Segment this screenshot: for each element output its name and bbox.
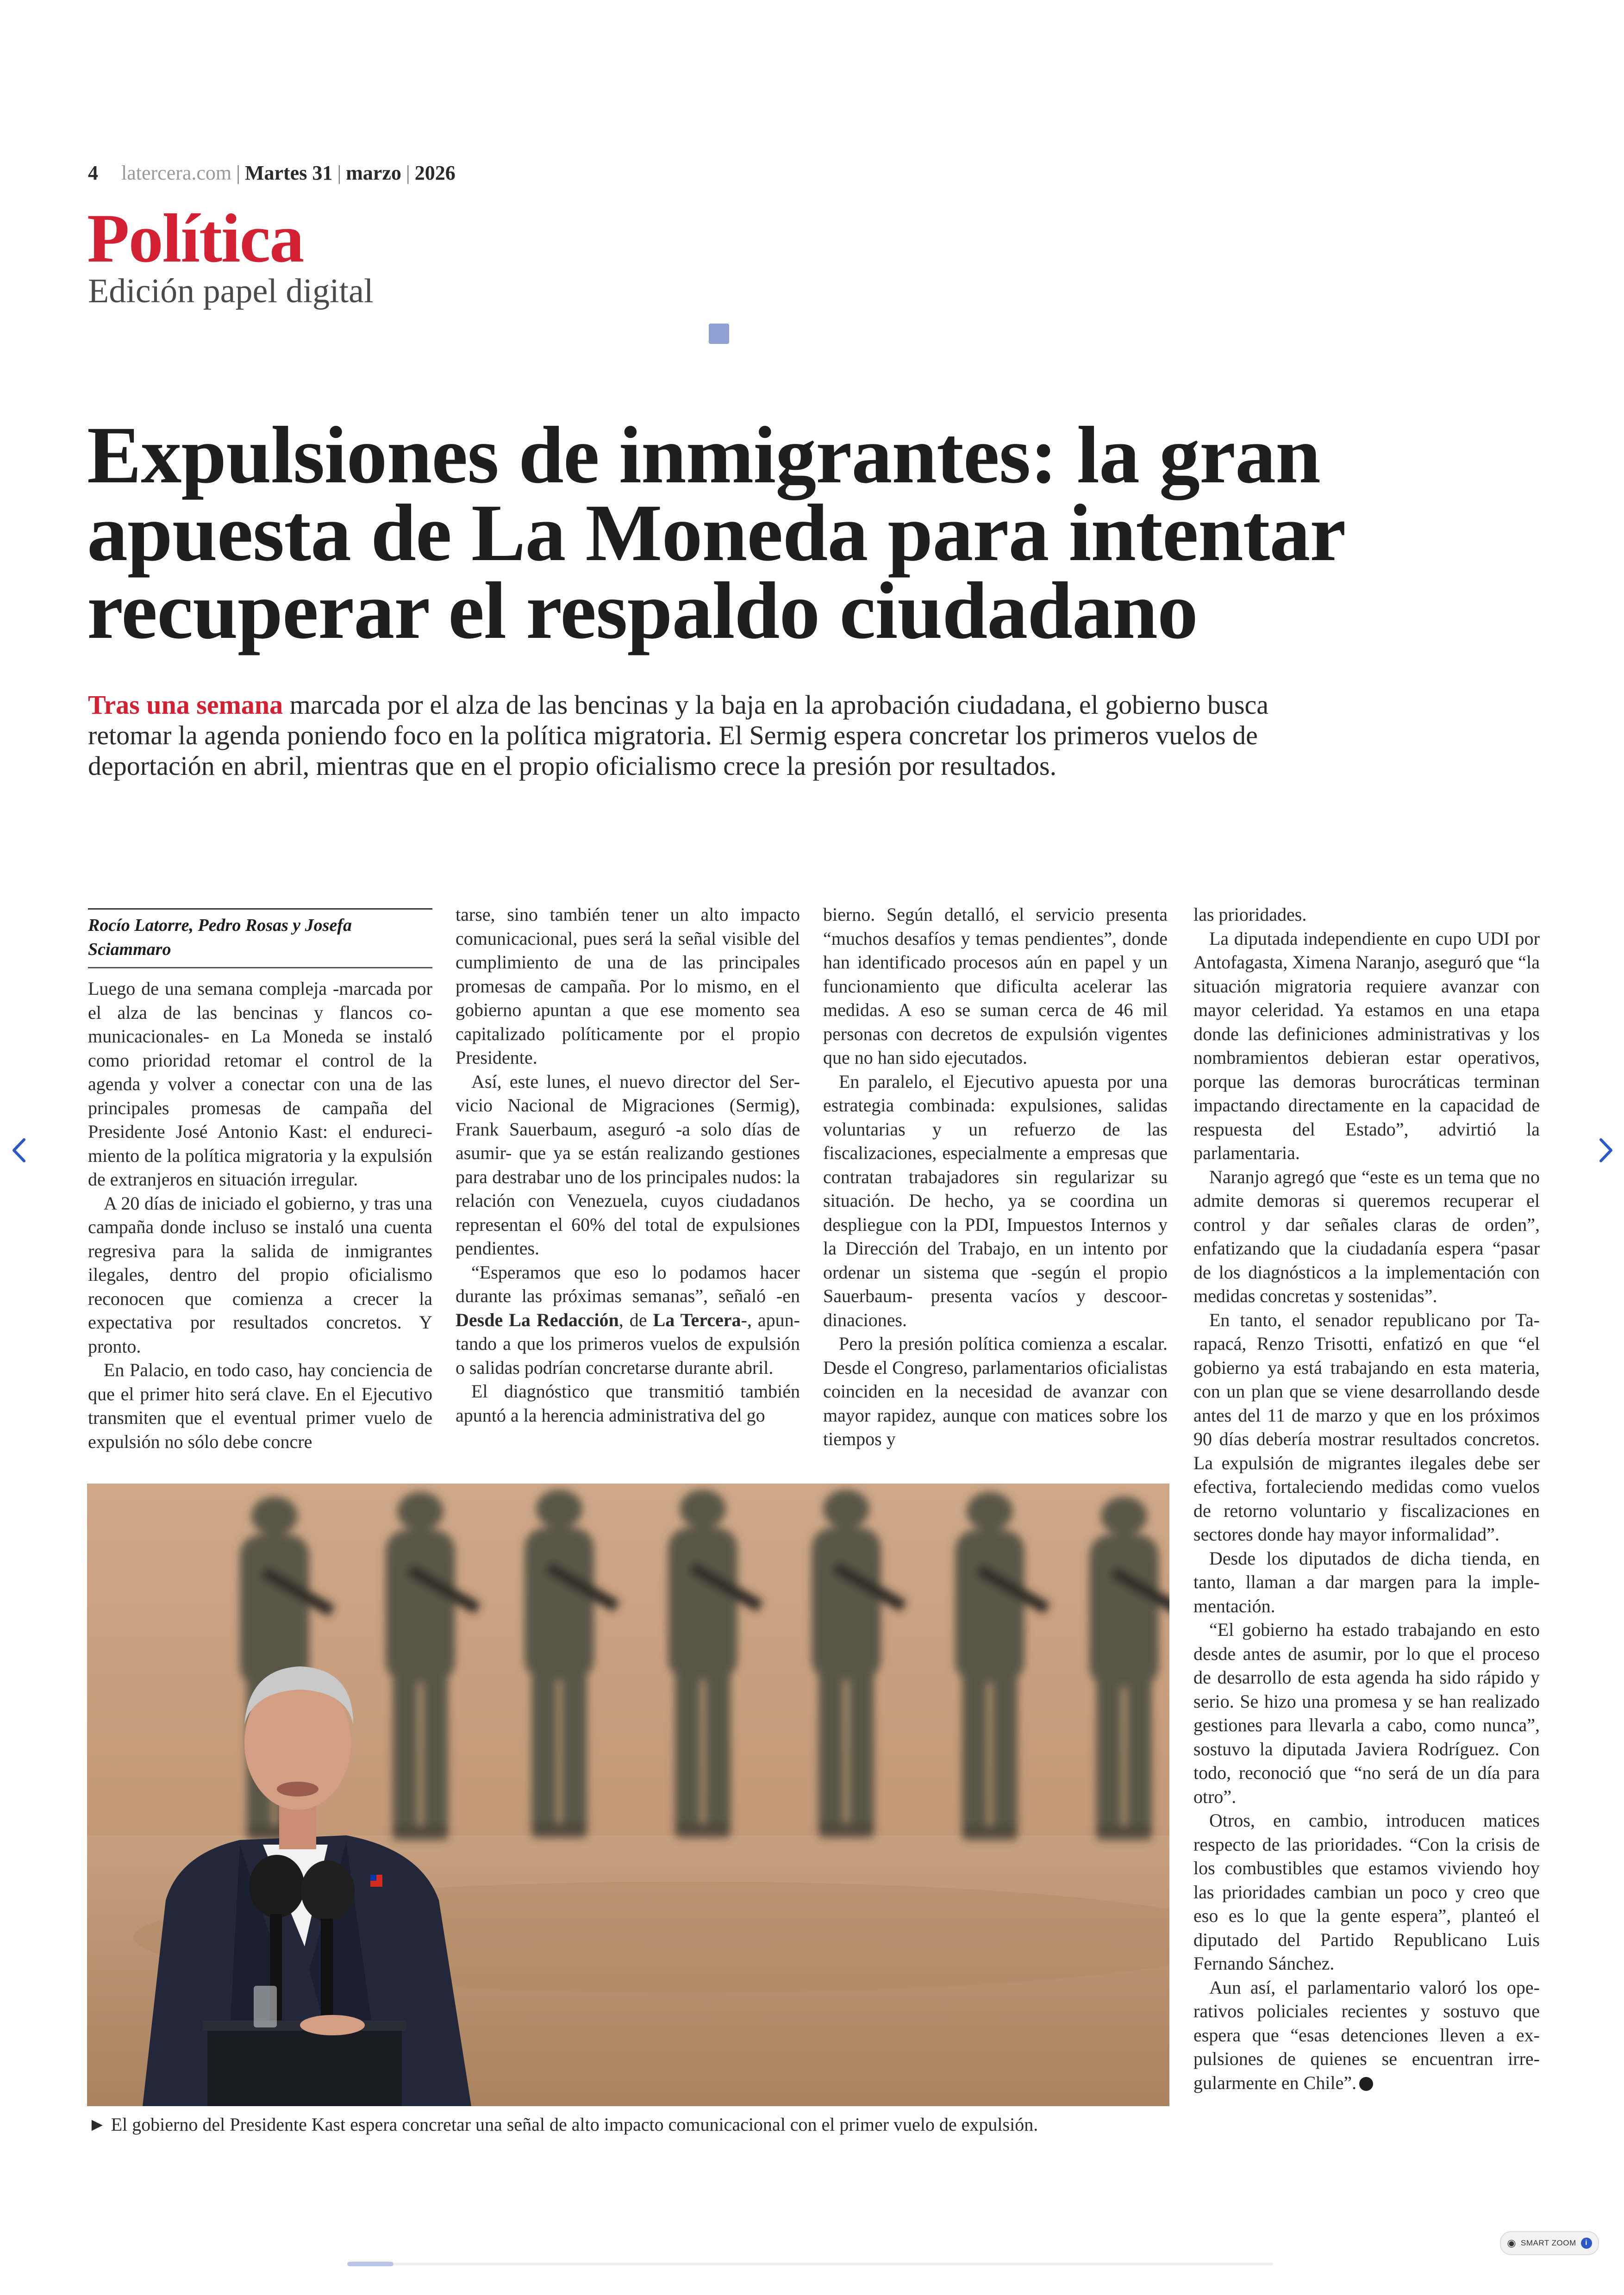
paragraph: “El gobierno ha estado trabajando en esto desde antes de asumir, por lo que el proceso de desarrollo de esta agenda ha sido rápido y serio. Se hizo una promesa y se han realizado gestiones para llevarla a cabo, como nunca”, sostuvo la diputada Javiera Rodríguez. Con todo, reconoció que “no será de un día para otro”.	[1193, 1619, 1540, 1807]
page-folio: 4 latercera.com | Martes 31 | marzo | 2026	[88, 162, 456, 184]
paragraph: En tanto, el senador republicano por Tarapacá, Renzo Trisotti, enfatizó en que “el gobierno ya está trabajando en esta materia, con un plan que se viene desarrollando desde antes del 11 de marzo y que en los próximos 90 días debería mostrar resultados concretos. La expulsión de migrantes ilegales debe ser efectiva, fortaleciendo medidas como vuelos de retorno voluntario y fiscalizaciones en sectores donde hay mayor informalidad”.	[1193, 1309, 1540, 1545]
article-lead	[88, 690, 1292, 781]
issue-year: 2026	[414, 162, 456, 184]
issue-day: Martes 31	[244, 162, 333, 184]
paragraph: Otros, en cambio, introducen matices respecto de las prioridades. “Con la crisis de los combustibles que estamos viviendo hoy las prioridades cambian un poco y creo que eso es lo que la gente espera”, planteó el diputado del Partido Republicano Luis Fernando Sánchez.	[1193, 1810, 1540, 1974]
smart-zoom-button[interactable]	[1500, 2231, 1599, 2255]
lead-kicker: Tras una semana	[88, 690, 283, 720]
paragraph	[1193, 1976, 1540, 2095]
article-headline: Expulsiones de inmigrantes: la gran apuesta de La Moneda para intentar recuperar el respaldo ciudadano	[87, 410, 1344, 656]
paragraph: El diagnóstico que transmitió también apuntó a la herencia administrativa del go	[456, 1381, 800, 1426]
photo-caption	[88, 2114, 1199, 2135]
paragraph-text: -, apuntando a que los primeros vuelos de expulsión o salidas podrían concretarse durante abril.	[456, 1309, 800, 1378]
paragraph: Luego de una semana compleja -marcada por el alza de las bencinas y flancos comunicacionales- en La Moneda se instaló como prioridad retomar el control de la agenda y volver a conectar con una de las principales promesas de campaña del Presidente José Antonio Kast: el endurecimiento de la política migratoria y la expulsión de extranjeros en situación irregular.	[88, 978, 432, 1190]
page-scrollbar-thumb[interactable]	[347, 2262, 394, 2266]
eye-icon: ◉	[1507, 2237, 1517, 2249]
article-byline: Rocío Latorre, Pedro Rosas y Josefa Sciammaro	[88, 908, 432, 968]
caption-text: El gobierno del Presidente Kast espera concretar una señal de alto impacto comunicacional con el primer vuelo de expulsión.	[111, 2114, 1038, 2135]
article-column-3	[823, 903, 1168, 1451]
paragraph	[456, 1260, 800, 1380]
chevron-left-icon	[4, 1129, 36, 1171]
chevron-right-icon	[1589, 1129, 1621, 1171]
paragraph-text: “Esperamos que eso lo podamos hacer durante las próximas semanas”, señaló -en	[456, 1261, 800, 1306]
paragraph: En Palacio, en todo caso, hay conciencia de que el primer hito será clave. En el Ejecutivo transmiten que el eventual primer vuelo de expulsión no sólo debe concre	[88, 1360, 432, 1452]
paragraph: Pero la presión política comienza a escalar. Desde el Congreso, parlamentarios oficialistas coinciden en la necesidad de avanzar con mayor rapidez, aunque con matices sobre los tiempos y	[823, 1333, 1168, 1449]
page-scrollbar-track[interactable]	[347, 2263, 1273, 2265]
paragraph: las prioridades.	[1193, 904, 1307, 925]
paragraph: tarse, sino también tener un alto impacto comunicacional, pues será la señal visible del cumplimiento de una de las principales promesas de campaña. Por lo mismo, en el gobierno apuntan a que ese momento sea capitalizado políticamente por el propio Presidente.	[456, 904, 800, 1068]
edition-label: Edición papel digital	[88, 272, 374, 310]
smart-zoom-label: SMART ZOOM	[1521, 2239, 1576, 2247]
article-photo	[87, 1484, 1169, 2106]
newspaper-name: La Tercera	[653, 1309, 741, 1330]
paragraph: La diputada independiente en cupo UDI por Antofagasta, Ximena Naranjo, aseguró que “la situación migratoria requiere avanzar con mayor celeridad. Ya estamos en una etapa donde las definiciones administrativas y los nombramientos debieran estar operativos, porque las demoras burocráticas terminan impactando directamente en la capacidad de respuesta del Estado”, advirtió la parlamentaria.	[1193, 928, 1540, 1163]
article-column-4	[1193, 903, 1540, 2095]
next-page-button[interactable]	[1589, 1129, 1621, 1171]
program-name: Desde La Redacción	[456, 1309, 619, 1330]
page-number: 4	[88, 162, 98, 184]
site-name: latercera.com	[121, 162, 232, 184]
paragraph-text: Aun así, el parlamentario valoró los operativos policiales recientes y sostuvo que espera que “esas detenciones lleven a expulsiones de quienes se encuentran irregularmente en Chile”.	[1193, 1977, 1540, 2093]
paragraph: Naranjo agregó que “este es un tema que no admite demoras si queremos recuperar el control y dar señales claras de orden”, enfatizando que la ciudadanía espera “pasar de los diagnósticos a la implementación con medidas concretas y sostenidas”.	[1193, 1166, 1540, 1306]
issue-month: marzo	[346, 162, 401, 184]
caption-arrow-icon: ►	[88, 2114, 106, 2135]
article-column-2	[456, 903, 800, 1427]
article-column-1	[88, 977, 432, 1453]
paragraph: En paralelo, el Ejecutivo apuesta por una estrategia combinada: expulsiones, salidas voluntarias y un refuerzo de las fiscalizaciones, especialmente a empresas que contratan trabajadores sin regularizar su situación. De hecho, ya se coordina un despliegue con la PDI, Impuestos Internos y la Dirección del Trabajo, en un intento por ordenar un sistema que -según el propio Sauerbaum- presenta vacíos y descoordinaciones.	[823, 1071, 1168, 1330]
paragraph-text: , de	[618, 1309, 653, 1330]
paragraph: bierno. Según detalló, el servicio presenta “muchos desafíos y temas pendientes”, donde han identificado procesos aún en papel y un funcionamiento que dificulta acelerar las medidas. A eso se suman cerca de 46 mil personas con decretos de expulsión vigentes que no han sido ejecutados.	[823, 904, 1168, 1068]
lead-text: marcada por el alza de las bencinas y la baja en la aprobación ciudadana, el gobierno busca retomar la agenda poniendo foco en la política migratoria. El Sermig espera concretar los primeros vuelos de deportación en abril, mientras que en el propio oficialismo crece la presión por resultados.	[88, 690, 1269, 781]
page-marker-icon[interactable]	[709, 324, 729, 344]
previous-page-button[interactable]	[4, 1129, 36, 1171]
paragraph: Desde los diputados de dicha tienda, en tanto, llaman a dar margen para la implementación.	[1193, 1547, 1540, 1616]
section-title: Política	[87, 200, 304, 277]
paragraph: A 20 días de iniciado el gobierno, y tras una campaña donde incluso se instaló una cuenta regresiva para la salida de inmigrantes ilegales, dentro del propio oficialismo reconocen que comienza a crecer la expectativa por resultados concretos. Y pronto.	[88, 1192, 432, 1357]
end-of-article-icon	[1359, 2077, 1373, 2091]
info-icon[interactable]: i	[1581, 2238, 1592, 2249]
paragraph: Así, este lunes, el nuevo director del Servicio Nacional de Migraciones (Sermig), Frank Sauerbaum, aseguró -a solo días de asumir- que ya se están realizando gestiones para destrabar uno de los principales nudos: la relación con Venezuela, cuyos ciudadanos representan el 60% del total de expulsiones pendientes.	[456, 1071, 800, 1259]
